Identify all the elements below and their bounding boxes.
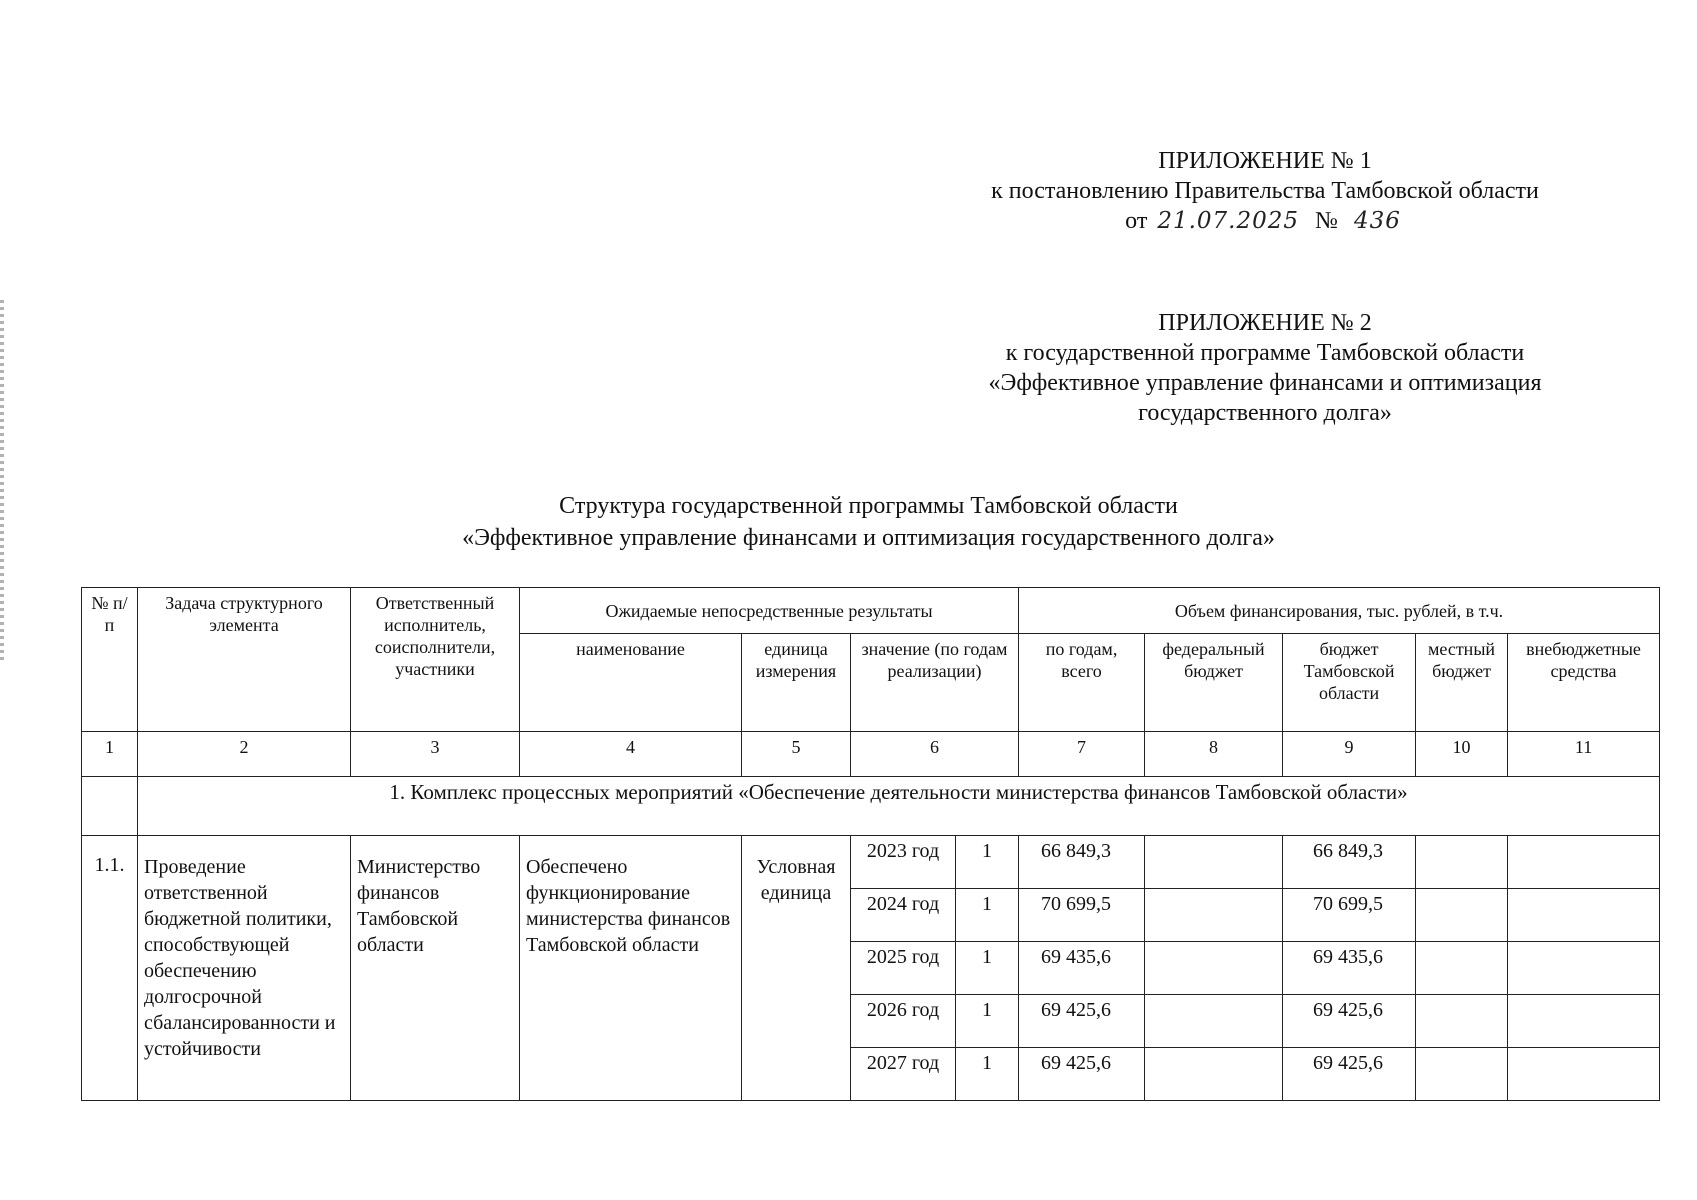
year-cell: 2024 год: [851, 889, 956, 942]
document-title-line-1: Структура государственной программы Тамбовской области: [559, 493, 1178, 519]
col-number: 1: [82, 732, 138, 777]
number-sign: №: [1315, 208, 1338, 234]
scan-edge-mark: [0, 300, 4, 660]
extra-cell: [1508, 942, 1660, 995]
date-prefix: от: [1125, 208, 1148, 234]
col-number: 11: [1508, 732, 1660, 777]
value-cell: 1: [956, 995, 1019, 1048]
total-cell: 69 425,6: [1019, 995, 1145, 1048]
header-result-value: значение (по годам реализации): [851, 634, 1019, 732]
header-results-group: Ожидаемые непосредственные результаты: [520, 588, 1019, 634]
appendix-2-header: [900, 308, 1630, 428]
document-title: [80, 490, 1657, 554]
appendix-1-order-line: [900, 206, 1630, 236]
appendix-1-title: ПРИЛОЖЕНИЕ № 1: [1158, 148, 1372, 174]
value-cell: 1: [956, 1048, 1019, 1101]
regional-cell: 70 699,5: [1283, 889, 1416, 942]
col-number: 7: [1019, 732, 1145, 777]
value-cell: 1: [956, 889, 1019, 942]
federal-cell: [1145, 942, 1283, 995]
section-num-cell: [82, 777, 138, 836]
regional-cell: 69 435,6: [1283, 942, 1416, 995]
local-cell: [1416, 995, 1508, 1048]
header-responsible: Ответственный исполнитель, соисполнители, участники: [351, 588, 520, 732]
col-number: 6: [851, 732, 1019, 777]
col-number: 4: [520, 732, 742, 777]
extra-cell: [1508, 1048, 1660, 1101]
local-cell: [1416, 942, 1508, 995]
document-title-line-2: «Эффективное управление финансами и оптимизация государственного долга»: [462, 525, 1275, 551]
total-cell: 70 699,5: [1019, 889, 1145, 942]
federal-cell: [1145, 836, 1283, 889]
handwritten-number: 436: [1353, 208, 1401, 234]
handwritten-date: 21.07.2025: [1157, 208, 1300, 234]
total-cell: 69 425,6: [1019, 1048, 1145, 1101]
appendix-2-reference: к государственной программе Тамбовской области: [1005, 340, 1525, 366]
appendix-2-program-name-1: «Эффективное управление финансами и оптимизация: [988, 370, 1542, 396]
federal-cell: [1145, 889, 1283, 942]
regional-cell: 66 849,3: [1283, 836, 1416, 889]
section-title: 1. Комплекс процессных мероприятий «Обеспечение деятельности министерства финансов Тамбовской области»: [138, 777, 1660, 836]
appendix-1-header: [900, 146, 1630, 236]
header-fin-regional: бюджет Тамбовской области: [1283, 634, 1416, 732]
col-number: 2: [138, 732, 351, 777]
total-cell: 69 435,6: [1019, 942, 1145, 995]
regional-cell: 69 425,6: [1283, 1048, 1416, 1101]
col-number: 5: [742, 732, 851, 777]
extra-cell: [1508, 889, 1660, 942]
col-number: 9: [1283, 732, 1416, 777]
extra-cell: [1508, 995, 1660, 1048]
header-fin-federal: федеральный бюджет: [1145, 634, 1283, 732]
local-cell: [1416, 889, 1508, 942]
header-fin-local: местный бюджет: [1416, 634, 1508, 732]
item-unit: Условная единица: [742, 836, 851, 1101]
item-result-name: Обеспечено функционирование министерства финансов Тамбовской области: [520, 836, 742, 1101]
header-fin-total: по годам, всего: [1019, 634, 1145, 732]
header-result-unit: единица измерения: [742, 634, 851, 732]
item-task: Проведение ответственной бюджетной политики, способствующей обеспечению долгосрочной сбалансированности и устойчивости: [138, 836, 351, 1101]
header-task: Задача структурного элемента: [138, 588, 351, 732]
appendix-2-title: ПРИЛОЖЕНИЕ № 2: [1158, 310, 1372, 336]
header-result-name: наименование: [520, 634, 742, 732]
regional-cell: 69 425,6: [1283, 995, 1416, 1048]
total-cell: 66 849,3: [1019, 836, 1145, 889]
column-number-row: [82, 732, 1660, 777]
col-number: 10: [1416, 732, 1508, 777]
federal-cell: [1145, 1048, 1283, 1101]
local-cell: [1416, 1048, 1508, 1101]
col-number: 8: [1145, 732, 1283, 777]
header-num: № п/п: [82, 588, 138, 732]
value-cell: 1: [956, 942, 1019, 995]
value-cell: 1: [956, 836, 1019, 889]
year-cell: 2027 год: [851, 1048, 956, 1101]
year-cell: 2025 год: [851, 942, 956, 995]
item-index: 1.1.: [82, 836, 138, 1101]
table-row: [82, 836, 1660, 889]
item-responsible: Министерство финансов Тамбовской области: [351, 836, 520, 1101]
federal-cell: [1145, 995, 1283, 1048]
section-row: [82, 777, 1660, 836]
appendix-1-reference: к постановлению Правительства Тамбовской области: [991, 178, 1539, 204]
header-finance-group: Объем финансирования, тыс. рублей, в т.ч.: [1019, 588, 1660, 634]
year-cell: 2026 год: [851, 995, 956, 1048]
year-cell: 2023 год: [851, 836, 956, 889]
local-cell: [1416, 836, 1508, 889]
header-fin-extra: внебюджетные средства: [1508, 634, 1660, 732]
appendix-2-program-name-2: государственного долга»: [1138, 400, 1392, 426]
col-number: 3: [351, 732, 520, 777]
extra-cell: [1508, 836, 1660, 889]
program-structure-table: [81, 587, 1660, 1101]
